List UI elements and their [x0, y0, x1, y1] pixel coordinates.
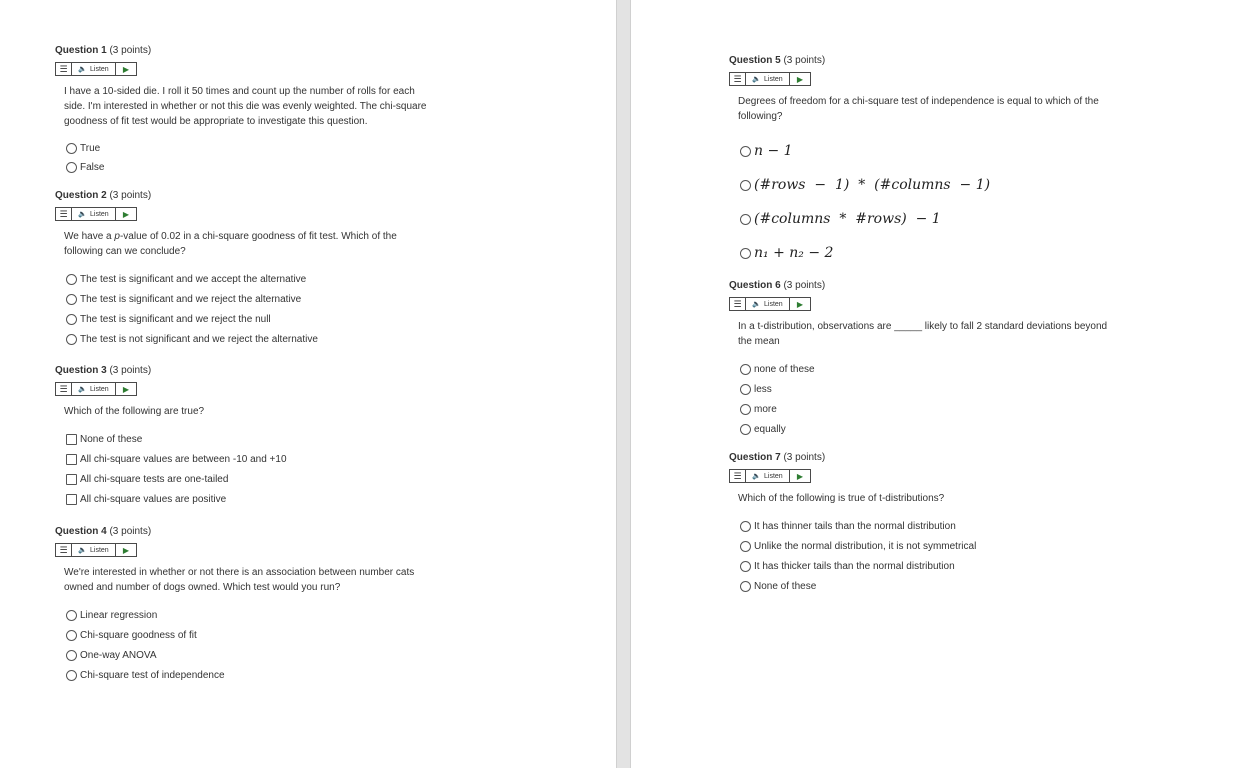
question-title: Question 3 [55, 365, 107, 376]
question-7 [729, 451, 1209, 596]
option-label: The test is significant and we reject the alternative [80, 293, 302, 305]
checkbox[interactable] [66, 454, 77, 465]
question-title: Question 1 [55, 45, 107, 56]
radio-button[interactable] [66, 650, 77, 661]
checkbox[interactable] [66, 434, 77, 445]
left-page [0, 0, 616, 768]
radio-button[interactable] [740, 424, 751, 435]
option-label: Chi-square test of independence [80, 669, 225, 681]
speaker-icon: 🔈 [752, 301, 762, 308]
option-label: more [754, 403, 777, 415]
answer-options [66, 605, 575, 685]
radio-button[interactable] [66, 294, 77, 305]
radio-button[interactable] [66, 630, 77, 641]
question-text-line: following? [738, 111, 783, 122]
option-label: True [80, 143, 101, 154]
menu-icon[interactable]: ☰ [730, 470, 746, 482]
question-points: (3 points) [109, 190, 152, 201]
radio-button[interactable] [740, 404, 751, 415]
play-icon[interactable]: ▶ [122, 209, 130, 219]
question-text [64, 84, 575, 129]
question-points: (3 points) [783, 55, 826, 66]
question-text [64, 229, 575, 259]
option-label: False [80, 162, 105, 173]
question-header [55, 189, 575, 203]
option-label: One-way ANOVA [80, 649, 157, 661]
answer-option[interactable] [66, 645, 575, 665]
listen-button[interactable] [746, 470, 790, 482]
radio-button[interactable] [740, 561, 751, 572]
radio-button[interactable] [740, 384, 751, 395]
answer-option[interactable] [66, 449, 575, 469]
answer-option[interactable] [66, 139, 575, 158]
question-text [64, 404, 575, 419]
play-icon[interactable]: ▶ [122, 384, 130, 394]
listen-toolbar [729, 469, 811, 483]
play-icon[interactable]: ▶ [796, 471, 804, 481]
question-text-line: following can we conclude? [64, 246, 186, 257]
radio-button[interactable] [66, 162, 77, 173]
answer-option[interactable] [66, 309, 575, 329]
option-label: equally [754, 423, 786, 435]
answer-option[interactable] [740, 168, 1209, 202]
radio-button[interactable] [66, 334, 77, 345]
answer-option[interactable] [740, 399, 1209, 419]
answer-option[interactable] [66, 269, 575, 289]
option-formula: n − 1 [754, 143, 793, 159]
question-text-line: Which of the following are true? [64, 406, 205, 417]
menu-icon[interactable]: ☰ [56, 544, 72, 556]
question-text-line: In a t-distribution, observations are _____ likely to fall 2 standard deviations beyond [738, 321, 1108, 332]
radio-button[interactable] [66, 274, 77, 285]
radio-button[interactable] [740, 541, 751, 552]
radio-button[interactable] [740, 180, 751, 191]
question-text-line: I have a 10-sided die. I roll it 50 times and count up the number of rolls for each [64, 86, 415, 97]
question-text-line: side. I'm interested in whether or not this die was evenly weighted. The chi-square [64, 101, 427, 112]
question-header [55, 44, 575, 58]
option-label: All chi-square tests are one-tailed [80, 473, 229, 485]
question-text [738, 94, 1209, 124]
radio-button[interactable] [740, 581, 751, 592]
answer-options [740, 134, 1209, 270]
question-text-line: Which of the following is true of t-distributions? [738, 493, 945, 504]
option-label: The test is not significant and we reject the alternative [80, 333, 318, 345]
answer-option[interactable] [740, 202, 1209, 236]
listen-toolbar [55, 207, 137, 221]
question-title: Question 5 [729, 55, 781, 66]
question-text-line: We're interested in whether or not there is an association between number cats [64, 567, 415, 578]
text-segment: -value of 0.02 in a chi-square goodness of fit test. Which of the [119, 231, 397, 242]
question-1 [55, 44, 575, 177]
answer-options [740, 516, 1209, 596]
option-label: None of these [754, 580, 817, 592]
answer-options [66, 269, 575, 349]
question-text [738, 491, 1209, 506]
question-points: (3 points) [109, 365, 152, 376]
menu-icon[interactable]: ☰ [730, 298, 746, 310]
option-label: The test is significant and we reject the null [80, 313, 271, 325]
answer-option[interactable] [740, 134, 1209, 168]
speaker-icon: 🔈 [752, 76, 762, 83]
question-title: Question 2 [55, 190, 107, 201]
question-points: (3 points) [783, 452, 826, 463]
answer-option[interactable] [66, 605, 575, 625]
question-text-line [64, 229, 575, 244]
question-points: (3 points) [109, 45, 152, 56]
option-label: none of these [754, 363, 815, 375]
question-points: (3 points) [783, 280, 826, 291]
speaker-icon: 🔈 [752, 473, 762, 480]
listen-button[interactable] [746, 298, 790, 310]
question-text-line: owned and number of dogs owned. Which test would you run? [64, 582, 341, 593]
listen-toolbar [729, 72, 811, 86]
listen-button[interactable] [72, 383, 116, 395]
listen-toolbar [729, 297, 811, 311]
question-text-line: goodness of fit test would be appropriate to investigate this question. [64, 116, 368, 127]
listen-button[interactable] [746, 73, 790, 85]
answer-option[interactable] [740, 536, 1209, 556]
question-header [55, 364, 575, 378]
listen-button[interactable] [72, 63, 116, 75]
menu-icon[interactable]: ☰ [56, 63, 72, 75]
radio-button[interactable] [740, 214, 751, 225]
question-title: Question 7 [729, 452, 781, 463]
answer-option[interactable] [66, 625, 575, 645]
answer-option[interactable] [740, 419, 1209, 439]
play-icon[interactable]: ▶ [122, 64, 130, 74]
listen-label: Listen [90, 65, 109, 73]
checkbox[interactable] [66, 474, 77, 485]
radio-button[interactable] [66, 610, 77, 621]
question-text-line: the mean [738, 336, 780, 347]
answer-option[interactable] [740, 379, 1209, 399]
option-formula: (#rows − 1) * (#columns − 1) [754, 177, 991, 193]
answer-option[interactable] [740, 236, 1209, 270]
answer-options [66, 429, 575, 509]
radio-button[interactable] [740, 146, 751, 157]
menu-icon[interactable]: ☰ [730, 73, 746, 85]
option-label: None of these [80, 433, 143, 445]
question-header [729, 451, 1209, 465]
speaker-icon: 🔈 [78, 66, 88, 73]
question-header [55, 525, 575, 539]
question-4 [55, 525, 575, 685]
answer-option[interactable] [66, 158, 575, 177]
page-divider [616, 0, 631, 768]
listen-label: Listen [764, 472, 783, 480]
option-label: It has thicker tails than the normal distribution [754, 560, 955, 572]
play-icon[interactable]: ▶ [796, 299, 804, 309]
option-formula: n₁ + n₂ − 2 [754, 245, 834, 261]
listen-label: Listen [90, 385, 109, 393]
option-label: Chi-square goodness of fit [80, 629, 197, 641]
option-label: All chi-square values are positive [80, 493, 227, 505]
text-segment: We have a [64, 231, 115, 242]
question-2 [55, 189, 575, 349]
speaker-icon: 🔈 [78, 211, 88, 218]
option-formula: (#columns * #rows) − 1 [754, 211, 941, 227]
checkbox[interactable] [66, 494, 77, 505]
question-5 [729, 54, 1209, 270]
answer-option[interactable] [66, 429, 575, 449]
option-label: less [754, 383, 772, 395]
menu-icon[interactable]: ☰ [56, 208, 72, 220]
option-label: Unlike the normal distribution, it is not symmetrical [754, 540, 977, 552]
listen-toolbar [55, 543, 137, 557]
answer-options [66, 139, 575, 177]
option-label: It has thinner tails than the normal distribution [754, 520, 956, 532]
answer-option[interactable] [740, 556, 1209, 576]
radio-button[interactable] [66, 314, 77, 325]
radio-button[interactable] [66, 670, 77, 681]
listen-label: Listen [764, 300, 783, 308]
answer-option[interactable] [740, 576, 1209, 596]
radio-button[interactable] [740, 521, 751, 532]
radio-button[interactable] [66, 143, 77, 154]
speaker-icon: 🔈 [78, 386, 88, 393]
question-header [729, 54, 1209, 68]
speaker-icon: 🔈 [78, 547, 88, 554]
question-points: (3 points) [109, 526, 152, 537]
radio-button[interactable] [740, 364, 751, 375]
question-text [64, 565, 575, 595]
menu-icon[interactable]: ☰ [56, 383, 72, 395]
right-page [631, 0, 1233, 768]
answer-option[interactable] [66, 665, 575, 685]
answer-option[interactable] [740, 359, 1209, 379]
option-label: Linear regression [80, 609, 158, 621]
answer-option[interactable] [66, 469, 575, 489]
play-icon[interactable]: ▶ [122, 545, 130, 555]
answer-options [740, 359, 1209, 439]
question-3 [55, 364, 575, 509]
answer-option[interactable] [66, 329, 575, 349]
play-icon[interactable]: ▶ [796, 74, 804, 84]
question-title: Question 4 [55, 526, 107, 537]
question-header [729, 279, 1209, 293]
answer-option[interactable] [66, 489, 575, 509]
listen-label: Listen [764, 75, 783, 83]
listen-button[interactable] [72, 544, 116, 556]
listen-button[interactable] [72, 208, 116, 220]
question-title: Question 6 [729, 280, 781, 291]
p-variable: p [114, 231, 120, 242]
answer-option[interactable] [66, 289, 575, 309]
listen-toolbar [55, 382, 137, 396]
question-text [738, 319, 1209, 349]
answer-option[interactable] [740, 516, 1209, 536]
radio-button[interactable] [740, 248, 751, 259]
question-6 [729, 279, 1209, 439]
listen-label: Listen [90, 210, 109, 218]
option-label: The test is significant and we accept the alternative [80, 273, 307, 285]
listen-toolbar [55, 62, 137, 76]
option-label: All chi-square values are between -10 and +10 [80, 453, 287, 465]
listen-label: Listen [90, 546, 109, 554]
question-text-line: Degrees of freedom for a chi-square test of independence is equal to which of the [738, 96, 1099, 107]
